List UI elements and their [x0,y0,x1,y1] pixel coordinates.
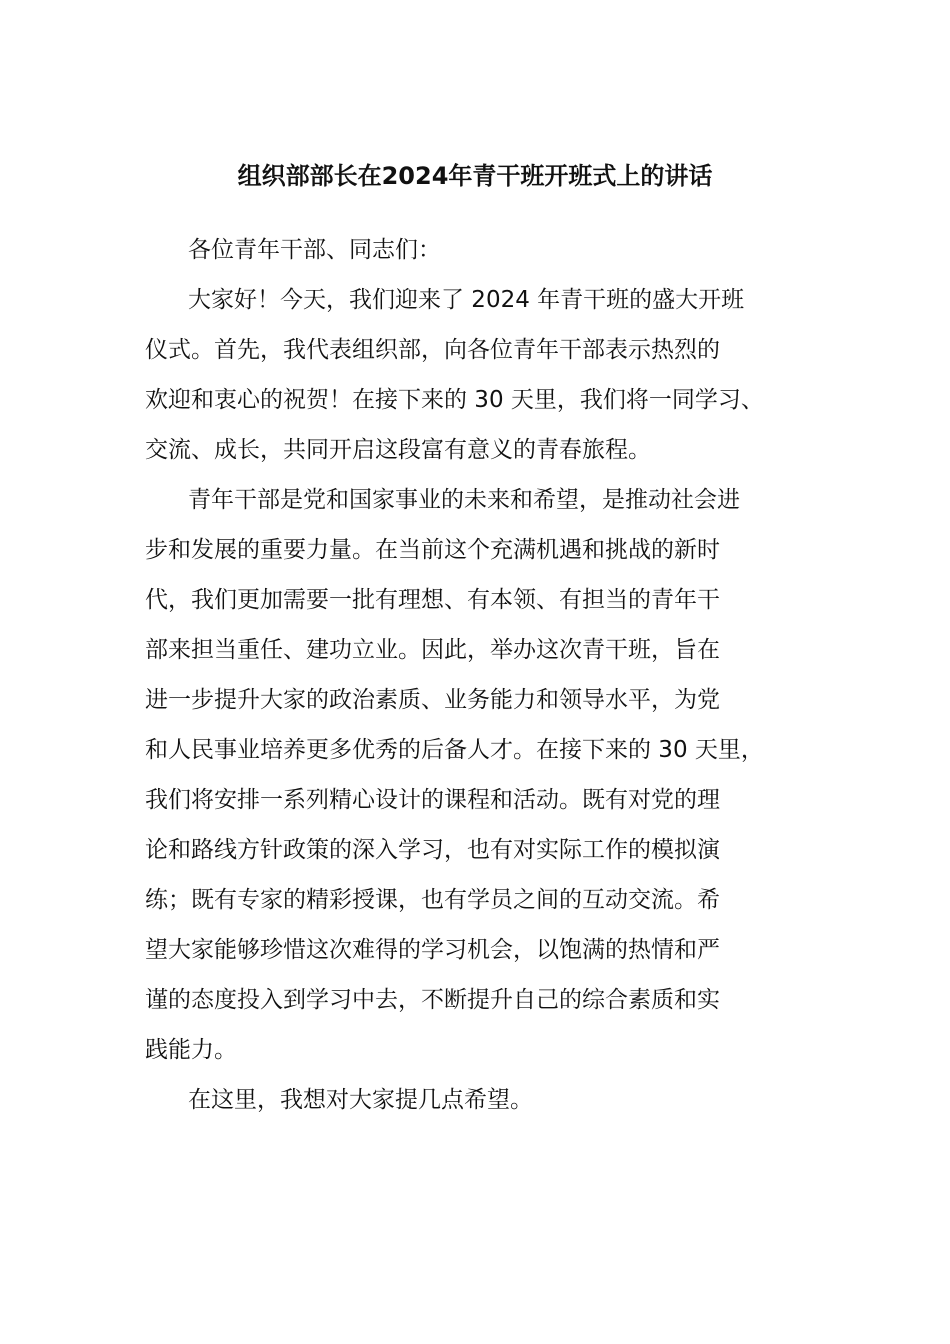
paragraph-2-line-10: 望大家能够珍惜这次难得的学习机会，以饱满的热情和严 [145,937,720,963]
paragraph-3-line-1: 在这里，我想对大家提几点希望。 [188,1087,533,1113]
paragraph-2-line-12: 践能力。 [145,1037,237,1063]
paragraph-2-line-3: 代，我们更加需要一批有理想、有本领、有担当的青年干 [145,587,720,613]
paragraph-2-line-1: 青年干部是党和国家事业的未来和希望，是推动社会进 [188,487,740,513]
page-title: 组织部部长在2024年青干班开班式上的讲话 [237,162,713,190]
paragraph-2-line-11: 谨的态度投入到学习中去，不断提升自己的综合素质和实 [145,987,720,1013]
salutation: 各位青年干部、同志们： [188,237,441,263]
paragraph-1-line-3: 欢迎和衷心的祝贺！在接下来的 30 天里，我们将一同学习、 [145,387,764,413]
paragraph-1-line-2: 仪式。首先，我代表组织部，向各位青年干部表示热烈的 [145,337,720,363]
paragraph-2-line-4: 部来担当重任、建功立业。因此，举办这次青干班，旨在 [145,637,720,663]
paragraph-1-line-4: 交流、成长，共同开启这段富有意义的青春旅程。 [145,437,651,463]
paragraph-2-line-7: 我们将安排一系列精心设计的课程和活动。既有对党的理 [145,787,720,813]
paragraph-2-line-5: 进一步提升大家的政治素质、业务能力和领导水平，为党 [145,687,720,713]
paragraph-2-line-9: 练；既有专家的精彩授课，也有学员之间的互动交流。希 [145,887,720,913]
paragraph-2-line-6: 和人民事业培养更多优秀的后备人才。在接下来的 30 天里， [145,737,764,763]
paragraph-2-line-8: 论和路线方针政策的深入学习，也有对实际工作的模拟演 [145,837,720,863]
paragraph-1-line-1: 大家好！今天，我们迎来了 2024 年青干班的盛大开班 [188,287,745,313]
paragraph-2-line-2: 步和发展的重要力量。在当前这个充满机遇和挑战的新时 [145,537,720,563]
